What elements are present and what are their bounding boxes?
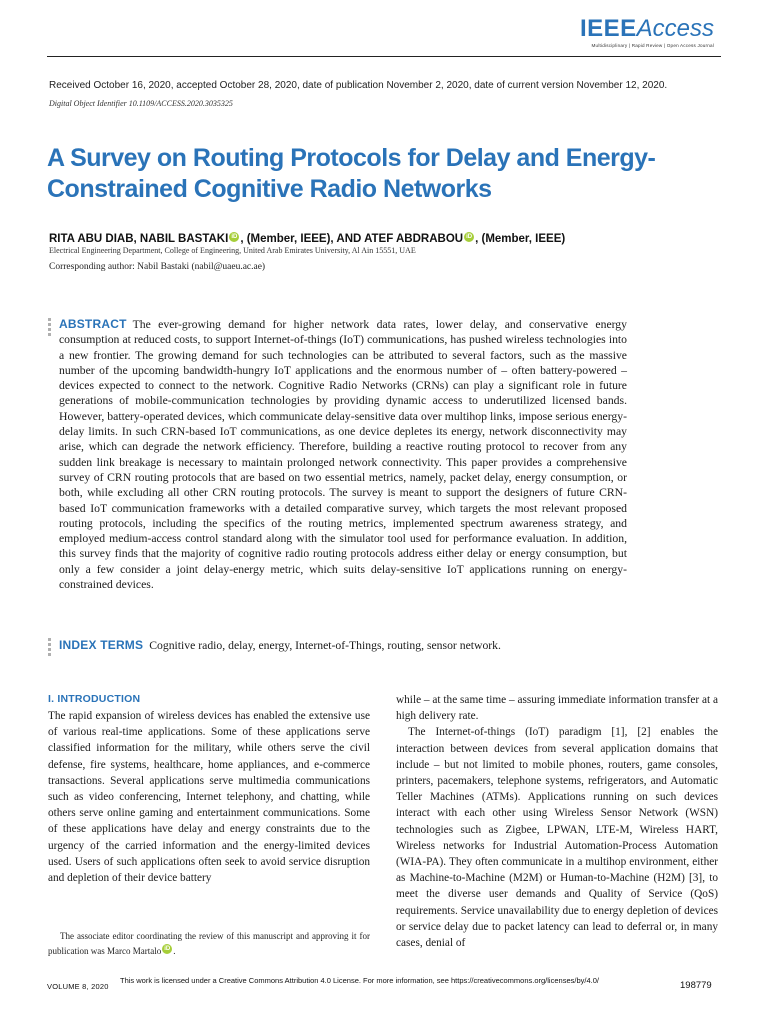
- header-rule: [47, 56, 721, 57]
- footer-license[interactable]: This work is licensed under a Creative Commons Attribution 4.0 License. For more information, see https://creativecommons.org/licenses/by/4.0/: [120, 976, 599, 985]
- editor-footnote: [48, 929, 370, 958]
- abstract-label: ABSTRACT: [59, 317, 127, 331]
- doi-line: Digital Object Identifier 10.1109/ACCESS.2020.3035325: [49, 99, 233, 108]
- footnote-end: .: [173, 945, 176, 956]
- logo-ieee: IEEE: [579, 15, 637, 42]
- logo-access: Access: [636, 15, 714, 42]
- body-left-column: [48, 692, 370, 886]
- authors-part-2: , (Member, IEEE), AND ATEF ABDRABOU: [240, 233, 464, 245]
- orcid-icon[interactable]: iD: [164, 945, 171, 952]
- authors-part-3: , (Member, IEEE): [475, 233, 566, 245]
- corresponding-author: Corresponding author: Nabil Bastaki (nabil@uaeu.ac.ae): [49, 262, 266, 272]
- continued-paragraph: while – at the same time – assuring immediate information transfer at a high delivery rate.: [396, 694, 718, 723]
- author-line: [49, 232, 565, 245]
- affiliation: Electrical Engineering Department, College of Engineering, United Arab Emirates University, Al Ain 15551, UAE: [49, 246, 416, 255]
- orcid-icon[interactable]: iD: [231, 234, 238, 240]
- received-dates: Received October 16, 2020, accepted October 28, 2020, date of publication November 2, 2020, date of current version November 12, 2020.: [49, 80, 668, 91]
- index-terms-label: INDEX TERMS: [59, 638, 144, 652]
- body-right-column: [396, 692, 718, 951]
- authors-part-1: RITA ABU DIAB, NABIL BASTAKI: [49, 233, 229, 245]
- index-terms-block: [59, 638, 659, 653]
- logo-tagline: Multidisciplinary | Rapid Review | Open Access Journal: [591, 43, 714, 48]
- article-title: A Survey on Routing Protocols for Delay and Energy-Constrained Cognitive Radio Networks: [47, 144, 656, 203]
- abstract-block: [59, 317, 627, 592]
- journal-logo: [580, 16, 714, 48]
- iot-paragraph: The Internet-of-things (IoT) paradigm [1], [2] enables the interaction between devices from several application domains that include – but not limited to mobile phones, routers, game consoles, printers, pacemakers, telephone systems, refrigerators, and Automatic Teller Machines (ATMs). Applications running on such devices interact with each other using Wireless Sensor Network (WSN) technologies such as Zigbee, LPWAN, LTE-M, Wireless HART, Wireless networks for Industrial Automation-Process Automation (WIA-PA). They often communicate in a multihop environment, either as Machine-to-Machine (M2M) or Human-to-Machine (H2M) [3], to meet the diverse user demands and Quality of Service (QoS) requirements. Service unavailability due to energy depletion of devices or service delay due to packet latency can lead to deferral or, in many cases, denial of: [396, 726, 718, 950]
- intro-paragraph: The rapid expansion of wireless devices has enabled the extensive use of various real-time applications. Some of these applications serve classified information for the military, while others serve the civil defense, fire systems, healthcare, home appliances, and e-commerce transactions. Several applications serve multimedia communications such as video conferencing, Internet telephony, and chatting, while others serve online gaming and entertainment communications. Some of these applications have delay and energy constraints due to the urgency of the carried information and the energy-limited devices used. Users of such applications often seek to avoid service disruption and depletion of their device battery: [48, 710, 370, 885]
- section-heading-introduction: I. INTRODUCTION: [48, 693, 141, 705]
- footnote-text: The associate editor coordinating the review of this manuscript and approving it for publication was Marco Martalo: [48, 931, 370, 956]
- orcid-icon[interactable]: iD: [466, 234, 473, 240]
- index-terms-text: Cognitive radio, delay, energy, Internet-of-Things, routing, sensor network.: [149, 639, 501, 652]
- footer-volume: VOLUME 8, 2020: [47, 982, 109, 991]
- abstract-dots-icon: [48, 318, 51, 338]
- page-number: 198779: [680, 980, 712, 991]
- abstract-text: The ever-growing demand for higher network data rates, lower delay, and conservative energy consumption at reduced costs, to support Internet-of-things (IoT) communications, has pushed wireless technologies into a new frontier. The growing demand for such technologies can be attributed to several factors, such as the massive number of the upcoming bandwidth-hungry IoT applications and the enormous number of – often battery-powered – devices expected to connect to the network. Cognitive Radio Networks (CRNs) can play a significant role in future generations of mobile-communication technologies by providing dynamic access to underutilized licensed bands. However, battery-operated devices, which communicate delay-sensitive data over multihop links, impose serious energy-delay limits. In such CRN-based IoT communications, as one device depletes its energy, network disconnectivity may arise, which can degrade the network efficiency. Therefore, building a reactive routing protocol to recover from any sudden link breakage is necessary to maintain prolonged network connectivity. This paper provides a comprehensive survey of CRN routing protocols that are based on two essential metrics, namely, packet delay, energy consumption, or both, while excluding all other CRN routing protocols. The survey is meant to support the designers of future CRN-based IoT communication frameworks with a detailed comparative survey, which targets the most relevant proposed routing protocols, including the specifics of the routing metrics, implemented spectrum awareness strategy, and employed medium-access control standard along with the simulator tool used for performance evaluation. In addition, this survey finds that the majority of cognitive radio routing protocols address either delay or energy consumption, but only a few consider a joint delay-energy metric, which suits delay-sensitive IoT applications running on energy-constrained devices.: [59, 318, 627, 592]
- index-terms-dots-icon: [48, 638, 51, 658]
